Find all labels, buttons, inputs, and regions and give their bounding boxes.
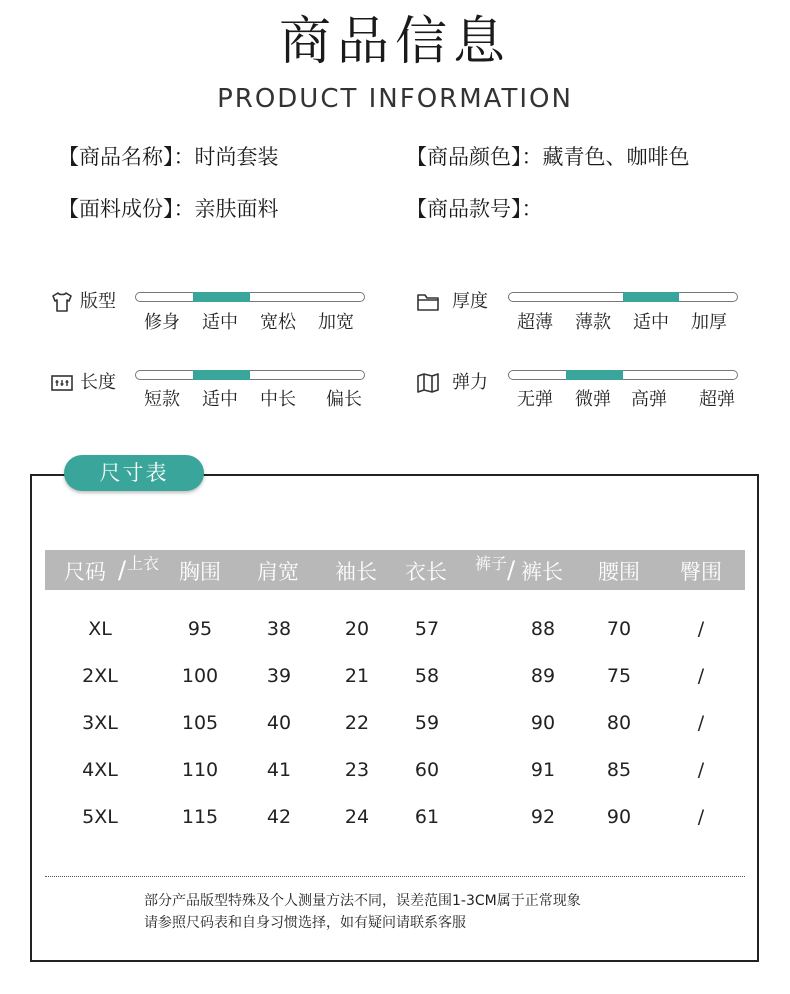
cell-hip: / <box>697 712 705 734</box>
attr-elasticity-option: 无弹 <box>517 389 553 410</box>
cell-pants-length: 90 <box>530 712 556 734</box>
cell-chest: 115 <box>181 806 219 828</box>
product-model-number: 【商品款号】： <box>406 197 543 221</box>
header-length: 衣长 <box>405 560 447 584</box>
product-fabric: 【面料成份】：亲肤面料 <box>58 197 279 221</box>
page-subtitle: PRODUCT INFORMATION <box>217 84 573 114</box>
cell-chest: 95 <box>187 618 213 640</box>
header-chest: 胸围 <box>179 560 221 584</box>
attr-length-label: 长度 <box>80 372 116 393</box>
header-sleeve: 袖长 <box>335 560 377 584</box>
cell-length: 58 <box>414 665 440 687</box>
cell-size: 4XL <box>82 759 118 781</box>
cell-hip: / <box>697 759 705 781</box>
size-table-tab: 尺寸表 <box>64 455 204 491</box>
cell-shoulder: 41 <box>266 759 292 781</box>
header-hip: 臀围 <box>680 560 722 584</box>
cell-shoulder: 40 <box>266 712 292 734</box>
attr-fit-label: 版型 <box>80 291 116 312</box>
cell-waist: 75 <box>606 665 632 687</box>
map-fold-icon <box>416 371 440 395</box>
header-shoulder: 肩宽 <box>257 560 299 584</box>
attr-length-option: 适中 <box>202 389 238 410</box>
cell-sleeve: 20 <box>344 618 370 640</box>
folder-icon <box>416 290 440 314</box>
cell-shoulder: 39 <box>266 665 292 687</box>
cell-length: 60 <box>414 759 440 781</box>
cell-size: 5XL <box>82 806 118 828</box>
cell-shoulder: 42 <box>266 806 292 828</box>
cell-sleeve: 23 <box>344 759 370 781</box>
attr-fit-bar <box>135 292 365 302</box>
cell-sleeve: 21 <box>344 665 370 687</box>
header-pants-length: 裤长 <box>521 560 563 584</box>
attr-thickness-option: 超薄 <box>517 312 553 333</box>
attr-elasticity-option: 微弹 <box>575 389 611 410</box>
cell-pants-length: 89 <box>530 665 556 687</box>
attr-thickness-bar-fill <box>623 292 680 302</box>
cell-pants-length: 92 <box>530 806 556 828</box>
attr-thickness-label: 厚度 <box>452 291 488 312</box>
attr-length-option: 短款 <box>144 389 180 410</box>
attr-length-option: 中长 <box>260 389 296 410</box>
cell-length: 57 <box>414 618 440 640</box>
header-top-slash: / <box>118 556 127 584</box>
cell-size: XL <box>88 618 112 640</box>
attr-fit-option: 适中 <box>202 312 238 333</box>
cell-chest: 100 <box>181 665 219 687</box>
attr-fit-bar-fill <box>193 292 250 302</box>
cell-waist: 90 <box>606 806 632 828</box>
tshirt-icon <box>50 290 74 314</box>
header-pants-slash: / <box>507 556 516 584</box>
attr-fit-option: 修身 <box>144 312 180 333</box>
cell-sleeve: 24 <box>344 806 370 828</box>
attr-fit-option: 宽松 <box>260 312 296 333</box>
cell-pants-length: 88 <box>530 618 556 640</box>
size-note: 部分产品版型特殊及个人测量方法不同，误差范围1-3CM属于正常现象 <box>144 893 581 909</box>
header-size: 尺码 <box>64 560 106 584</box>
cell-size: 3XL <box>82 712 118 734</box>
ruler-icon <box>50 371 74 395</box>
size-table-header <box>45 550 745 590</box>
cell-waist: 70 <box>606 618 632 640</box>
attr-elasticity-bar-fill <box>566 370 623 380</box>
cell-length: 61 <box>414 806 440 828</box>
product-color: 【商品颜色】：藏青色、咖啡色 <box>406 145 690 169</box>
cell-waist: 85 <box>606 759 632 781</box>
cell-hip: / <box>697 806 705 828</box>
attr-length-option: 偏长 <box>326 389 362 410</box>
cell-length: 59 <box>414 712 440 734</box>
header-waist: 腰围 <box>598 560 640 584</box>
attr-elasticity-label: 弹力 <box>452 372 488 393</box>
size-note: 请参照尺码表和自身习惯选择，如有疑问请联系客服 <box>144 915 466 931</box>
cell-hip: / <box>697 618 705 640</box>
header-top: 上衣 <box>127 554 160 573</box>
attr-elasticity-bar <box>508 370 738 380</box>
notes-divider <box>45 876 745 877</box>
cell-shoulder: 38 <box>266 618 292 640</box>
page-title: 商品信息 <box>278 12 511 72</box>
cell-waist: 80 <box>606 712 632 734</box>
header-pants: 裤子 <box>475 554 508 573</box>
cell-hip: / <box>697 665 705 687</box>
cell-chest: 105 <box>181 712 219 734</box>
cell-size: 2XL <box>82 665 118 687</box>
cell-chest: 110 <box>181 759 219 781</box>
cell-pants-length: 91 <box>530 759 556 781</box>
attr-fit-option: 加宽 <box>318 312 354 333</box>
attr-elasticity-option: 高弹 <box>631 389 667 410</box>
attr-thickness-option: 加厚 <box>691 312 727 333</box>
cell-sleeve: 22 <box>344 712 370 734</box>
attr-thickness-option: 薄款 <box>575 312 611 333</box>
attr-elasticity-option: 超弹 <box>699 389 735 410</box>
product-name: 【商品名称】：时尚套装 <box>58 145 279 169</box>
attr-thickness-bar <box>508 292 738 302</box>
attr-length-bar-fill <box>193 370 250 380</box>
attr-thickness-option: 适中 <box>633 312 669 333</box>
attr-length-bar <box>135 370 365 380</box>
